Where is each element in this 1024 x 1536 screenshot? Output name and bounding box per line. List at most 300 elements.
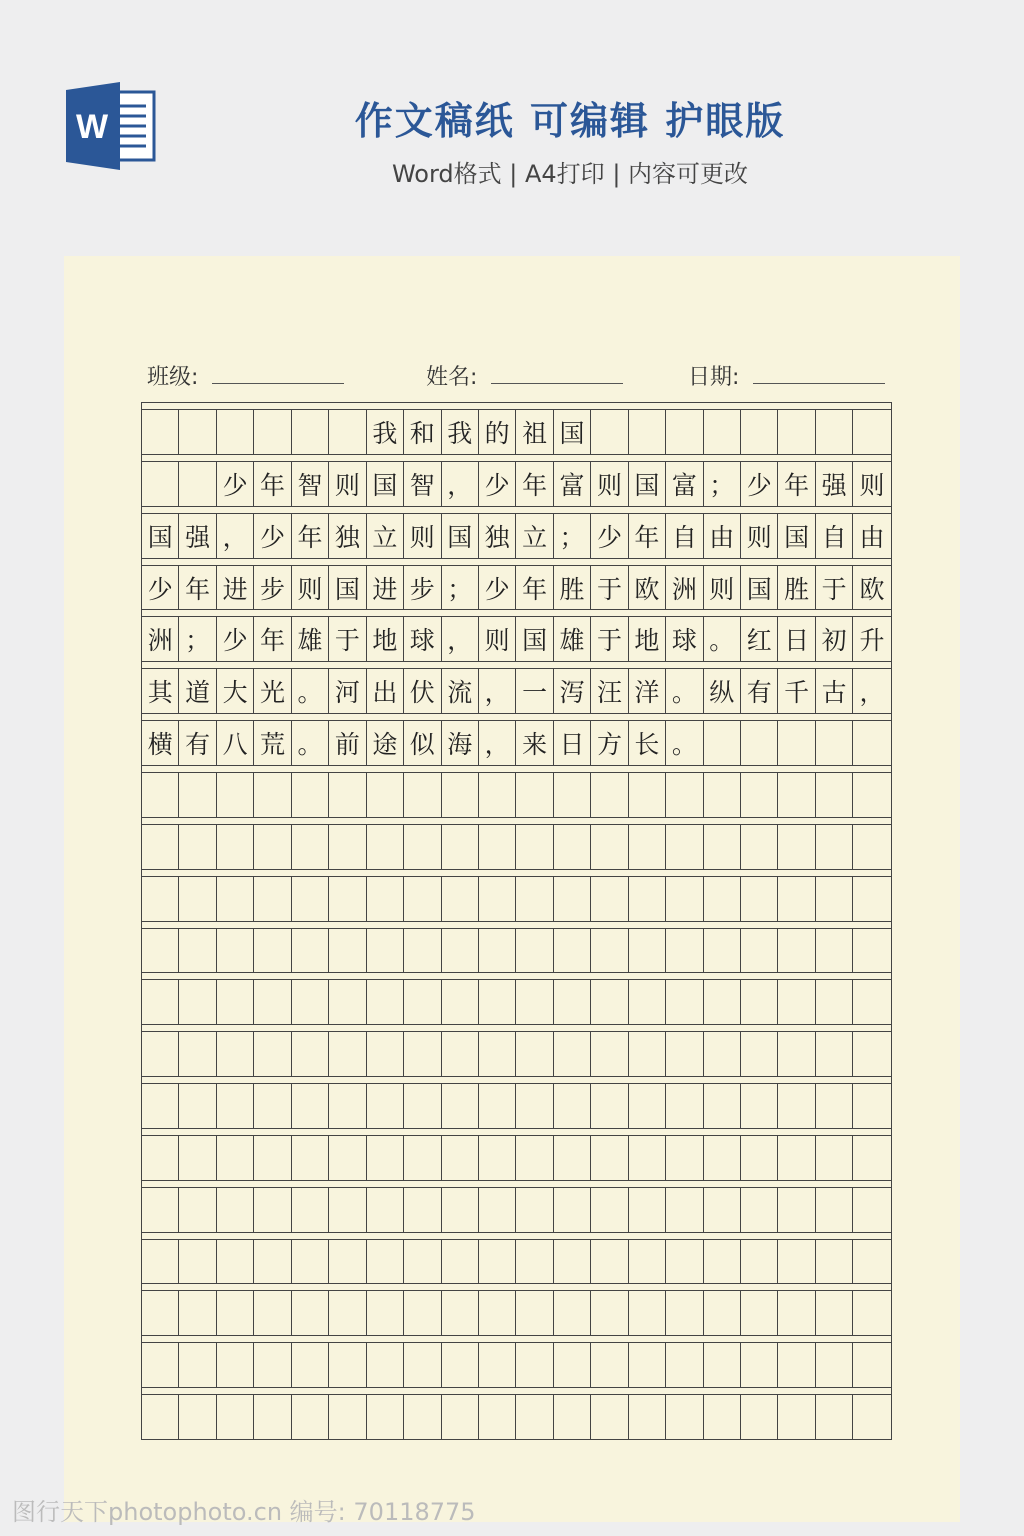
grid-cell[interactable]: 有 — [741, 669, 778, 713]
grid-cell[interactable] — [479, 1188, 516, 1232]
grid-cell[interactable]: 强 — [816, 462, 853, 506]
grid-cell[interactable] — [292, 1343, 329, 1387]
grid-cell[interactable] — [142, 1343, 179, 1387]
grid-cell[interactable] — [629, 1240, 666, 1284]
grid-cell[interactable] — [329, 877, 366, 921]
grid-cell[interactable]: ； — [704, 462, 741, 506]
grid-cell[interactable] — [704, 721, 741, 765]
grid-cell[interactable] — [591, 1136, 628, 1180]
grid-cell[interactable] — [479, 1240, 516, 1284]
grid-cell[interactable] — [329, 929, 366, 973]
grid-cell[interactable] — [179, 1291, 216, 1335]
grid-cell[interactable]: 方 — [591, 721, 628, 765]
grid-cell[interactable] — [179, 410, 216, 454]
grid-cell[interactable] — [367, 929, 404, 973]
grid-cell[interactable] — [741, 877, 778, 921]
grid-cell[interactable] — [516, 1240, 553, 1284]
grid-cell[interactable] — [254, 1343, 291, 1387]
grid-cell[interactable]: 于 — [591, 566, 628, 610]
grid-cell[interactable] — [217, 825, 254, 869]
grid-cell[interactable]: 年 — [516, 462, 553, 506]
grid-cell[interactable] — [479, 1343, 516, 1387]
grid-cell[interactable] — [442, 929, 479, 973]
grid-cell[interactable]: 流 — [442, 669, 479, 713]
grid-cell[interactable] — [329, 1032, 366, 1076]
grid-cell[interactable] — [629, 1136, 666, 1180]
grid-cell[interactable] — [254, 877, 291, 921]
grid-cell[interactable] — [666, 773, 703, 817]
grid-cell[interactable] — [217, 1084, 254, 1128]
grid-cell[interactable] — [666, 1084, 703, 1128]
grid-cell[interactable]: 独 — [479, 514, 516, 558]
grid-cell[interactable]: 则 — [704, 566, 741, 610]
grid-cell[interactable] — [704, 980, 741, 1024]
grid-cell[interactable] — [404, 1240, 441, 1284]
grid-cell[interactable]: 的 — [479, 410, 516, 454]
grid-cell[interactable] — [778, 877, 815, 921]
grid-cell[interactable] — [816, 877, 853, 921]
grid-cell[interactable] — [554, 1395, 591, 1439]
grid-cell[interactable] — [853, 929, 890, 973]
grid-cell[interactable]: 立 — [367, 514, 404, 558]
grid-cell[interactable] — [666, 980, 703, 1024]
grid-cell[interactable]: ； — [554, 514, 591, 558]
grid-cell[interactable] — [404, 1395, 441, 1439]
grid-cell[interactable] — [704, 410, 741, 454]
grid-cell[interactable]: 国 — [329, 566, 366, 610]
grid-cell[interactable]: 千 — [778, 669, 815, 713]
grid-cell[interactable]: 荒 — [254, 721, 291, 765]
grid-cell[interactable] — [666, 1136, 703, 1180]
grid-cell[interactable] — [442, 1136, 479, 1180]
grid-cell[interactable] — [591, 1240, 628, 1284]
grid-cell[interactable] — [591, 1343, 628, 1387]
grid-cell[interactable]: 国 — [442, 514, 479, 558]
grid-cell[interactable] — [292, 1084, 329, 1128]
grid-cell[interactable] — [142, 980, 179, 1024]
grid-cell[interactable] — [741, 1188, 778, 1232]
grid-cell[interactable] — [142, 462, 179, 506]
grid-cell[interactable] — [816, 1084, 853, 1128]
grid-cell[interactable]: 地 — [629, 617, 666, 661]
grid-cell[interactable] — [217, 1136, 254, 1180]
grid-cell[interactable] — [666, 825, 703, 869]
grid-cell[interactable]: 地 — [367, 617, 404, 661]
grid-cell[interactable] — [704, 1136, 741, 1180]
grid-cell[interactable] — [853, 980, 890, 1024]
grid-cell[interactable] — [479, 825, 516, 869]
grid-cell[interactable] — [666, 1032, 703, 1076]
grid-cell[interactable]: 自 — [666, 514, 703, 558]
grid-cell[interactable] — [666, 1188, 703, 1232]
grid-cell[interactable] — [479, 1084, 516, 1128]
grid-cell[interactable] — [853, 825, 890, 869]
grid-cell[interactable] — [404, 980, 441, 1024]
grid-cell[interactable] — [367, 825, 404, 869]
grid-cell[interactable] — [179, 1188, 216, 1232]
grid-cell[interactable] — [292, 410, 329, 454]
grid-cell[interactable]: 升 — [859, 626, 885, 656]
grid-cell[interactable] — [217, 1240, 254, 1284]
grid-cell[interactable] — [778, 1032, 815, 1076]
grid-cell[interactable] — [741, 1343, 778, 1387]
grid-cell[interactable] — [516, 980, 553, 1024]
grid-cell[interactable]: 胜 — [554, 566, 591, 610]
grid-cell[interactable]: ， — [479, 721, 516, 765]
grid-cell[interactable] — [367, 1343, 404, 1387]
class-blank[interactable] — [212, 363, 344, 384]
grid-cell[interactable] — [292, 1188, 329, 1232]
grid-cell[interactable]: 少 — [217, 462, 254, 506]
grid-cell[interactable]: 汪 — [591, 669, 628, 713]
grid-cell[interactable] — [142, 1136, 179, 1180]
grid-cell[interactable]: 进 — [217, 566, 254, 610]
grid-cell[interactable] — [741, 1136, 778, 1180]
grid-cell[interactable] — [179, 877, 216, 921]
grid-cell[interactable]: 国 — [778, 514, 815, 558]
grid-cell[interactable] — [329, 410, 366, 454]
grid-cell[interactable] — [292, 980, 329, 1024]
grid-cell[interactable]: 洲 — [666, 566, 703, 610]
grid-cell[interactable]: 年 — [292, 514, 329, 558]
grid-cell[interactable] — [442, 1291, 479, 1335]
grid-cell[interactable] — [179, 1084, 216, 1128]
grid-cell[interactable] — [142, 410, 179, 454]
grid-cell[interactable] — [629, 929, 666, 973]
grid-cell[interactable] — [778, 1343, 815, 1387]
grid-cell[interactable] — [142, 825, 179, 869]
grid-cell[interactable]: 国 — [629, 462, 666, 506]
grid-cell[interactable]: 富 — [666, 462, 703, 506]
grid-cell[interactable]: 步 — [404, 566, 441, 610]
grid-cell[interactable] — [778, 1188, 815, 1232]
grid-cell[interactable]: 红 — [741, 617, 778, 661]
grid-cell[interactable]: 伏 — [404, 669, 441, 713]
grid-cell[interactable] — [404, 1032, 441, 1076]
grid-cell[interactable] — [516, 1136, 553, 1180]
grid-cell[interactable]: ， — [859, 678, 885, 708]
grid-cell[interactable] — [704, 1240, 741, 1284]
grid-cell[interactable]: 欧 — [629, 566, 666, 610]
grid-cell[interactable] — [704, 929, 741, 973]
grid-cell[interactable] — [367, 1291, 404, 1335]
grid-cell[interactable]: 泻 — [554, 669, 591, 713]
grid-cell[interactable] — [554, 980, 591, 1024]
grid-cell[interactable]: 欧 — [859, 574, 885, 604]
grid-cell[interactable] — [591, 877, 628, 921]
grid-cell[interactable]: 则 — [859, 470, 885, 500]
grid-cell[interactable]: 国 — [554, 410, 591, 454]
grid-cell[interactable] — [853, 1343, 890, 1387]
grid-cell[interactable]: 年 — [778, 462, 815, 506]
grid-cell[interactable] — [816, 980, 853, 1024]
grid-cell[interactable] — [629, 877, 666, 921]
grid-cell[interactable] — [778, 410, 815, 454]
grid-cell[interactable] — [179, 1032, 216, 1076]
grid-cell[interactable] — [254, 410, 291, 454]
grid-cell[interactable]: ， — [442, 617, 479, 661]
grid-cell[interactable] — [254, 1084, 291, 1128]
grid-cell[interactable]: 海 — [442, 721, 479, 765]
grid-cell[interactable] — [591, 1188, 628, 1232]
grid-cell[interactable]: 光 — [254, 669, 291, 713]
grid-cell[interactable] — [292, 929, 329, 973]
grid-cell[interactable]: 一 — [516, 669, 553, 713]
grid-cell[interactable] — [591, 410, 628, 454]
grid-cell[interactable]: 洲 — [142, 617, 179, 661]
grid-cell[interactable]: 进 — [367, 566, 404, 610]
grid-cell[interactable] — [778, 929, 815, 973]
grid-cell[interactable]: 国 — [741, 566, 778, 610]
grid-cell[interactable]: 雄 — [554, 617, 591, 661]
grid-cell[interactable]: 年 — [179, 566, 216, 610]
grid-cell[interactable] — [591, 980, 628, 1024]
grid-cell[interactable]: 。 — [292, 669, 329, 713]
grid-cell[interactable] — [367, 980, 404, 1024]
grid-cell[interactable]: 少 — [142, 566, 179, 610]
grid-cell[interactable]: 则 — [741, 514, 778, 558]
grid-cell[interactable] — [741, 1084, 778, 1128]
grid-cell[interactable]: 初 — [816, 617, 853, 661]
grid-cell[interactable]: 雄 — [292, 617, 329, 661]
grid-cell[interactable] — [217, 980, 254, 1024]
grid-cell[interactable]: 日 — [778, 617, 815, 661]
grid-cell[interactable] — [666, 929, 703, 973]
grid-cell[interactable] — [554, 1188, 591, 1232]
grid-cell[interactable] — [816, 773, 853, 817]
grid-cell[interactable] — [629, 1395, 666, 1439]
grid-cell[interactable] — [254, 1395, 291, 1439]
grid-cell[interactable] — [217, 877, 254, 921]
grid-cell[interactable] — [554, 1136, 591, 1180]
grid-cell[interactable]: 由 — [859, 522, 885, 552]
grid-cell[interactable] — [442, 877, 479, 921]
grid-cell[interactable] — [479, 1291, 516, 1335]
grid-cell[interactable]: 洋 — [629, 669, 666, 713]
grid-cell[interactable]: 智 — [404, 462, 441, 506]
grid-cell[interactable]: 球 — [666, 617, 703, 661]
grid-cell[interactable]: 则 — [479, 617, 516, 661]
grid-cell[interactable] — [516, 1188, 553, 1232]
grid-cell[interactable]: 国 — [367, 462, 404, 506]
grid-cell[interactable] — [666, 1291, 703, 1335]
grid-cell[interactable]: 似 — [404, 721, 441, 765]
grid-cell[interactable]: 长 — [629, 721, 666, 765]
grid-cell[interactable] — [704, 1343, 741, 1387]
grid-cell[interactable] — [179, 1343, 216, 1387]
grid-cell[interactable]: ， — [479, 669, 516, 713]
grid-cell[interactable] — [179, 929, 216, 973]
grid-cell[interactable] — [179, 1395, 216, 1439]
grid-cell[interactable] — [217, 1291, 254, 1335]
grid-cell[interactable] — [591, 929, 628, 973]
grid-cell[interactable] — [442, 1395, 479, 1439]
grid-cell[interactable] — [442, 1188, 479, 1232]
grid-cell[interactable] — [254, 1136, 291, 1180]
grid-cell[interactable] — [367, 1084, 404, 1128]
grid-cell[interactable] — [778, 1291, 815, 1335]
grid-cell[interactable] — [816, 929, 853, 973]
grid-cell[interactable] — [404, 1084, 441, 1128]
grid-cell[interactable] — [367, 877, 404, 921]
grid-cell[interactable] — [816, 1136, 853, 1180]
grid-cell[interactable] — [292, 773, 329, 817]
grid-cell[interactable]: 富 — [554, 462, 591, 506]
grid-cell[interactable] — [479, 877, 516, 921]
grid-cell[interactable]: 年 — [629, 514, 666, 558]
grid-cell[interactable] — [741, 773, 778, 817]
grid-cell[interactable] — [741, 980, 778, 1024]
grid-cell[interactable] — [591, 1395, 628, 1439]
grid-cell[interactable]: 途 — [367, 721, 404, 765]
grid-cell[interactable] — [292, 1032, 329, 1076]
grid-cell[interactable] — [554, 825, 591, 869]
grid-cell[interactable] — [554, 1032, 591, 1076]
grid-cell[interactable] — [292, 1240, 329, 1284]
grid-cell[interactable]: 出 — [367, 669, 404, 713]
grid-cell[interactable] — [404, 1136, 441, 1180]
grid-cell[interactable]: 八 — [217, 721, 254, 765]
grid-cell[interactable]: 步 — [254, 566, 291, 610]
grid-cell[interactable] — [442, 980, 479, 1024]
grid-cell[interactable]: 强 — [179, 514, 216, 558]
grid-cell[interactable] — [142, 877, 179, 921]
grid-cell[interactable]: 则 — [329, 462, 366, 506]
grid-cell[interactable] — [292, 877, 329, 921]
grid-cell[interactable] — [479, 980, 516, 1024]
grid-cell[interactable] — [404, 825, 441, 869]
grid-cell[interactable] — [292, 1395, 329, 1439]
grid-cell[interactable] — [142, 1188, 179, 1232]
grid-cell[interactable] — [516, 1343, 553, 1387]
grid-cell[interactable] — [367, 773, 404, 817]
grid-cell[interactable] — [666, 877, 703, 921]
grid-cell[interactable] — [367, 1240, 404, 1284]
grid-cell[interactable]: 自 — [816, 514, 853, 558]
grid-cell[interactable] — [516, 1395, 553, 1439]
grid-cell[interactable] — [404, 1343, 441, 1387]
grid-cell[interactable] — [629, 825, 666, 869]
grid-cell[interactable] — [666, 1240, 703, 1284]
grid-cell[interactable]: 少 — [479, 566, 516, 610]
grid-cell[interactable] — [516, 877, 553, 921]
grid-cell[interactable] — [404, 929, 441, 973]
grid-cell[interactable]: 古 — [816, 669, 853, 713]
grid-cell[interactable] — [329, 980, 366, 1024]
grid-cell[interactable] — [778, 980, 815, 1024]
grid-cell[interactable]: 横 — [142, 721, 179, 765]
grid-cell[interactable] — [479, 1395, 516, 1439]
grid-cell[interactable]: 年 — [516, 566, 553, 610]
grid-cell[interactable] — [217, 1188, 254, 1232]
grid-cell[interactable] — [816, 1032, 853, 1076]
grid-cell[interactable] — [554, 929, 591, 973]
grid-cell[interactable] — [142, 929, 179, 973]
grid-cell[interactable] — [142, 1240, 179, 1284]
grid-cell[interactable] — [516, 1084, 553, 1128]
grid-cell[interactable]: ， — [217, 514, 254, 558]
grid-cell[interactable] — [142, 1291, 179, 1335]
grid-cell[interactable]: 少 — [479, 462, 516, 506]
grid-cell[interactable] — [591, 1291, 628, 1335]
grid-cell[interactable] — [329, 825, 366, 869]
grid-cell[interactable] — [479, 1136, 516, 1180]
grid-cell[interactable]: 则 — [404, 514, 441, 558]
grid-cell[interactable] — [179, 980, 216, 1024]
grid-cell[interactable] — [704, 825, 741, 869]
grid-cell[interactable]: 由 — [704, 514, 741, 558]
grid-cell[interactable] — [629, 1084, 666, 1128]
grid-cell[interactable] — [554, 877, 591, 921]
grid-cell[interactable] — [704, 1395, 741, 1439]
grid-cell[interactable] — [778, 1084, 815, 1128]
grid-cell[interactable] — [179, 1240, 216, 1284]
grid-cell[interactable] — [704, 773, 741, 817]
grid-cell[interactable] — [329, 1136, 366, 1180]
grid-cell[interactable] — [217, 1032, 254, 1076]
grid-cell[interactable] — [292, 1136, 329, 1180]
grid-cell[interactable]: ； — [179, 617, 216, 661]
grid-cell[interactable] — [591, 825, 628, 869]
grid-cell[interactable]: 年 — [254, 617, 291, 661]
grid-cell[interactable] — [741, 929, 778, 973]
grid-cell[interactable] — [142, 1084, 179, 1128]
grid-cell[interactable] — [629, 980, 666, 1024]
grid-cell[interactable] — [217, 773, 254, 817]
date-blank[interactable] — [753, 363, 885, 384]
grid-cell[interactable] — [516, 825, 553, 869]
grid-cell[interactable] — [329, 1395, 366, 1439]
grid-cell[interactable] — [479, 929, 516, 973]
grid-cell[interactable] — [442, 1084, 479, 1128]
grid-cell[interactable]: 河 — [329, 669, 366, 713]
grid-cell[interactable] — [741, 410, 778, 454]
grid-cell[interactable] — [778, 1136, 815, 1180]
grid-cell[interactable] — [254, 929, 291, 973]
grid-cell[interactable] — [629, 1343, 666, 1387]
grid-cell[interactable] — [666, 1395, 703, 1439]
grid-cell[interactable] — [741, 1291, 778, 1335]
grid-cell[interactable] — [179, 462, 216, 506]
grid-cell[interactable] — [516, 1032, 553, 1076]
grid-cell[interactable] — [479, 1032, 516, 1076]
grid-cell[interactable] — [853, 773, 890, 817]
grid-cell[interactable] — [853, 1084, 890, 1128]
grid-cell[interactable] — [404, 773, 441, 817]
grid-cell[interactable]: 智 — [292, 462, 329, 506]
grid-cell[interactable] — [741, 1240, 778, 1284]
grid-cell[interactable] — [329, 773, 366, 817]
grid-cell[interactable] — [442, 773, 479, 817]
grid-cell[interactable] — [778, 773, 815, 817]
grid-cell[interactable] — [778, 1240, 815, 1284]
grid-cell[interactable] — [704, 1291, 741, 1335]
grid-cell[interactable] — [329, 1084, 366, 1128]
grid-cell[interactable]: 大 — [217, 669, 254, 713]
grid-cell[interactable] — [404, 1291, 441, 1335]
grid-cell[interactable] — [629, 1188, 666, 1232]
grid-cell[interactable] — [217, 1395, 254, 1439]
grid-cell[interactable] — [816, 1240, 853, 1284]
grid-cell[interactable] — [853, 1136, 890, 1180]
grid-cell[interactable] — [254, 773, 291, 817]
grid-cell[interactable]: 。 — [666, 669, 703, 713]
grid-cell[interactable] — [629, 773, 666, 817]
grid-cell[interactable]: 立 — [516, 514, 553, 558]
grid-cell[interactable] — [816, 1395, 853, 1439]
grid-cell[interactable]: 于 — [816, 566, 853, 610]
grid-cell[interactable] — [741, 1032, 778, 1076]
